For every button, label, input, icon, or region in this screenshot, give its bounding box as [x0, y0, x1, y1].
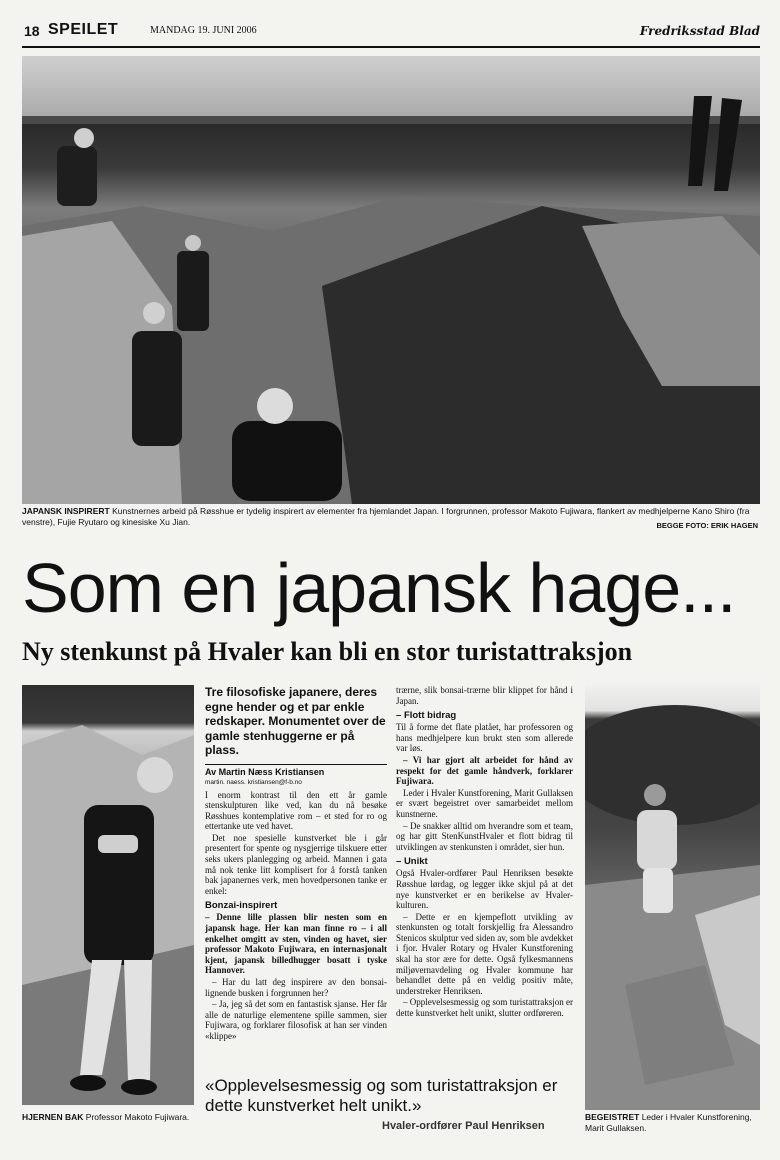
- right-photo: [585, 685, 760, 1110]
- author-email: martin. naess. kristiansen@f-b.no: [205, 778, 302, 786]
- body-paragraph: Leder i Hvaler Kunstforening, Marit Gullaksen er svært begeistret over samarbeidet mellom kunstnerne.: [396, 787, 573, 819]
- issue-date: MANDAG 19. JUNI 2006: [150, 25, 257, 36]
- body-paragraph: – Opplevelsesmessig og som turistattraksjon er dette kunstverket helt unikt, slutter ordføreren.: [396, 997, 573, 1019]
- subhead-text: Flott bidrag: [403, 710, 457, 722]
- left-photo-image: [22, 685, 194, 1105]
- body-paragraph-bold: – Denne lille plassen blir nesten som en japansk hage. Her kan man finne ro – i all enkelhet omgitt av sten, vinden og havet, sier professor Makoto Fujiwara, en internasjonalt kjent, japansk billedhugger bosatt i tyske Hannover.: [205, 912, 387, 976]
- byline: Av Martin Næss Kristiansen: [205, 764, 387, 778]
- caption-label: BEGEISTRET: [585, 1112, 640, 1122]
- pull-quote-attribution: Hvaler-ordfører Paul Henriksen: [382, 1120, 545, 1132]
- caption-text: Professor Makoto Fujiwara.: [85, 1112, 190, 1122]
- pull-quote: «Opplevelsesmessig og som turistattraksjon er dette kunstverket helt unikt.»: [205, 1076, 558, 1115]
- page-header: [22, 22, 760, 48]
- caption-text: Leder i Hvaler Kunstforening, Marit Gullaksen.: [585, 1112, 752, 1133]
- caption-label: JAPANSK INSPIRERT: [22, 506, 110, 516]
- body-paragraph: I enorm kontrast til den ett år gamle stenskulpturen like ved, kan du nå besøke Røsshues kontemplative rom – et sted for ro og ettertanke ute ved havet.: [205, 789, 387, 832]
- caption-label: HJERNEN BAK: [22, 1112, 84, 1122]
- article-lead: Tre filosofiske japanere, deres egne hender og et par enkle redskaper. Monumentet over de gamle stenhuggerne er på plass.: [205, 685, 386, 757]
- body-paragraph: – De snakker alltid om hverandre som et team, og har gitt StenKunstHvaler et flott bidrag til utviklingen av stenkunsten i området, sier hun.: [396, 820, 573, 852]
- newspaper-logo: Fredriksstad Blad: [639, 24, 760, 38]
- photo-credit: BEGGE FOTO: ERIK HAGEN: [656, 521, 758, 530]
- article-column-2: [396, 685, 573, 1020]
- body-paragraph: Til å forme det flate platået, har professoren og hans medhjelpere kun brukt sten som allerede var løs.: [396, 722, 573, 754]
- body-paragraph: Det noe spesielle kunstverket ble i går presentert for spente og nysgjerrige tilskuere etter seks ukers planlegging og arbeid. Mannen i gata må nok tenke litt komplisert for å forstå tanken bak japanernes verk, men hovedpersonen tanke er enkel:: [205, 832, 387, 896]
- caption-text: Kunstnernes arbeid på Røsshue er tydelig inspirert av elementer fra hjemlandet Japan. I forgrunnen, professor Makoto Fujiwara, flankert av medhjelperne Kano Shiro (fra venstre), Fujie Ryutaro og kinesiske Xu Jian.: [22, 506, 750, 527]
- right-photo-image: [585, 685, 760, 1110]
- body-paragraph: trærne, slik bonsai-trærne blir klippet for hånd i Japan.: [396, 685, 573, 706]
- subhead-flott-bidrag: – Flott bidrag: [396, 710, 457, 722]
- subhead-bonzai: Bonzai-inspirert: [205, 900, 278, 912]
- right-photo-caption: [585, 1112, 760, 1134]
- left-photo: [22, 685, 194, 1105]
- body-paragraph: – Dette er en kjempeflott utvikling av stenkunsten og totalt forskjellig fra Alessandro Stenicos skulptur ved siden av, som ble avdekket i fjor. Hvaler Rotary og Hvaler Kunstforening skal ha stor ære for dette. Også fylkesmannens miljøvernavdeling og Hvaler kommune har behandlet dette på en veldig positiv måte, understreker Henriksen.: [396, 911, 573, 996]
- left-photo-caption: [22, 1112, 197, 1123]
- main-photo-image: [22, 56, 760, 504]
- subheadline: Ny stenkunst på Hvaler kan bli en stor turistattraksjon: [22, 637, 633, 666]
- article-column-1: [205, 685, 387, 1043]
- main-photo: [22, 56, 760, 504]
- subhead-text: Unikt: [403, 856, 428, 868]
- body-paragraph: – Ja, jeg så det som en fantastisk sjanse. Her får alle de naturlige elementene spille sammen, sier Fujiwara, og forklarer filosofisk at han ser vinden «klippe»: [205, 999, 387, 1041]
- section-name: SPEILET: [48, 21, 119, 38]
- body-paragraph: – Har du latt deg inspirere av den bonsai-lignende busken i forgrunnen her?: [205, 977, 387, 998]
- body-paragraph-bold: – Vi har gjort alt arbeidet for hånd av respekt for det gamle håndverk, forklarer Fujiwara.: [396, 754, 573, 787]
- subhead-unikt: – Unikt: [396, 856, 428, 868]
- page-number: 18: [24, 23, 40, 39]
- headline: Som en japansk hage...: [22, 549, 736, 627]
- main-photo-caption: [22, 506, 760, 528]
- body-paragraph: Også Hvaler-ordfører Paul Henriksen besøkte Røsshue lørdag, og legger ikke skjul på at det nye kunstverket er en berikelse av Hvaler-kulturen.: [396, 868, 573, 911]
